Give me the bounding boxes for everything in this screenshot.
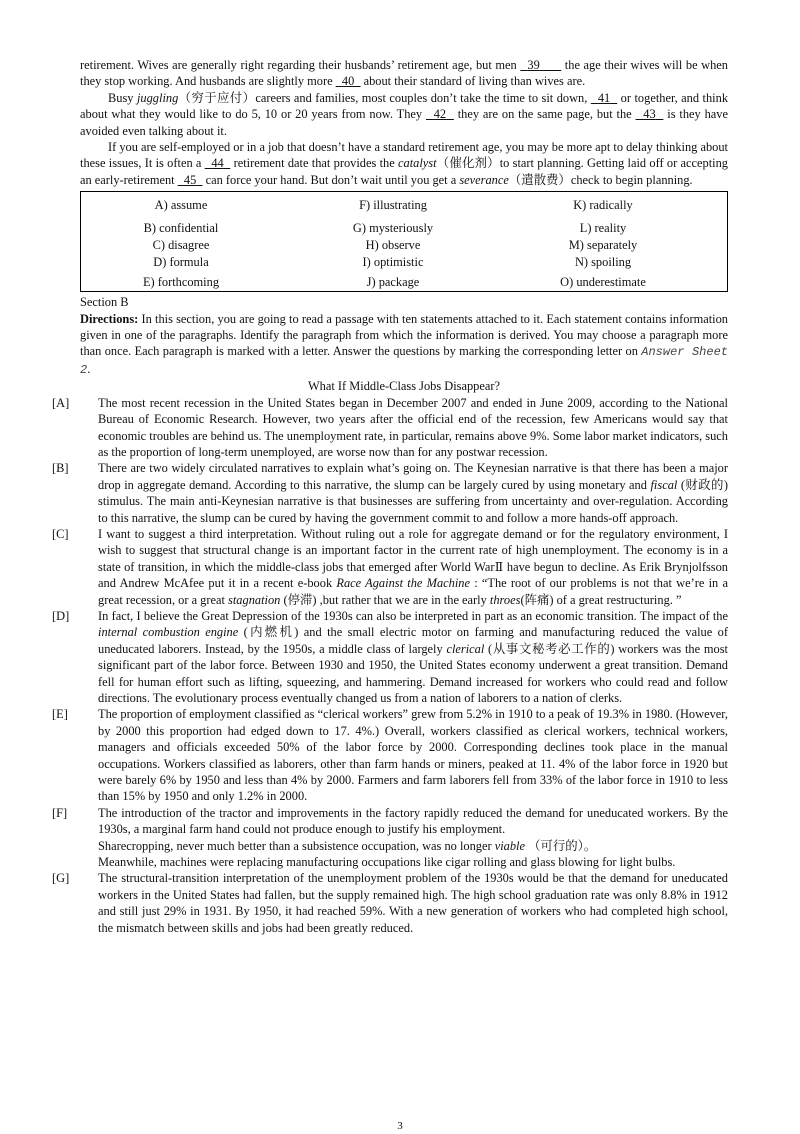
- word-option: K) radically: [573, 198, 633, 213]
- word-bank-table: [80, 191, 728, 292]
- paragraph-f: [F] The introduction of the tractor and improvements in the factory rapidly reduced the demand for uneducated workers. By the 1930s, a marginal farm hand could not produce enough to justify his employment. Sharecropping, never much better than a subsistence occupation, was no longer viable （可行的）。 Meanwhile, machines were replacing manufacturing occupations like cigar rolling and glass blowing for light bulbs.: [52, 805, 728, 870]
- passage-paragraph-2: Busy juggling（穷于应付）careers and families, most couples don’t take the time to sit down, 41 or together, and think about what they would like to do 5, 10 or 20 years from now. They 42 they are on the same page, but the 43 is they have avoided even talking about it.: [80, 90, 729, 138]
- word-option: A) assume: [154, 198, 208, 213]
- paragraph-a: [A] The most recent recession in the United States began in December 2007 and ended in June 2009, according to the National Bureau of Economic Research. However, two years after the official end of the recession, few Americans would say that economic troubles are behind us. The unemployment rate, in particular, remains above 9%. Some labor market indicators, such as the proportion of long-term unemployed, are worse now than for any postwar recession.: [52, 395, 728, 459]
- paragraph-label: [F]: [52, 805, 68, 820]
- paragraph-label: [B]: [52, 461, 69, 476]
- directions: Directions: In this section, you are going to read a passage with ten statements attached to it. Each statement contains information given in one of the paragraphs. Identify the paragraph from which the information is derived. You may choose a paragraph more than once. Each paragraph is marked with a letter. Answer the questions by marking the corresponding letter on Answer Sheet 2.: [80, 311, 728, 377]
- paragraph-label: [C]: [52, 526, 69, 541]
- blank-42: 42: [433, 107, 447, 122]
- word-option: O) underestimate: [560, 275, 646, 290]
- passage-paragraph-3: If you are self-employed or in a job that doesn’t have a standard retirement age, you may be more apt to delay thinking about these issues, It is often a 44 retirement date that provides the catalyst（催化剂）to start planning. Getting laid off or accepting an early-retirement 45 can force your hand. But don’t wait until you get a severance（遣散费）check to begin planning.: [80, 140, 728, 187]
- section-heading: Section B: [80, 295, 129, 310]
- paragraph-label: [A]: [52, 395, 70, 410]
- blank-45: 45: [183, 172, 197, 187]
- exam-page: [52, 57, 729, 936]
- passage-title: What If Middle-Class Jobs Disappear?: [307, 379, 500, 394]
- word-option: M) separately: [568, 238, 638, 253]
- blank-41: 41: [597, 90, 611, 105]
- paragraph-b: [B] There are two widely circulated narratives to explain what’s going on. The Keynesian narrative is that there has been a major drop in aggregate demand. According to this narrative, the slump can be largely cured by using monetary and fiscal (财政的) stimulus. The main anti-Keynesian narrative is that businesses are suffering from uncertainty and over-regulation. According to this narrative, the slump can be cured by having the government commit to and follow a more hands-off approach.: [52, 461, 728, 525]
- paragraph-label: [E]: [52, 707, 68, 722]
- blank-44: 44: [211, 156, 224, 171]
- paragraph-label: [G]: [52, 871, 70, 886]
- word-option: L) reality: [579, 221, 627, 236]
- paragraph-e: [E] The proportion of employment classified as “clerical workers” grew from 5.2% in 1910 to a peak of 19.3% in 1980. (However, by 2000 this proportion had edged down to 17. 4%.) Overall, workers classified as clerical workers, technical workers, managers and officials exceeded 50% of the labor force by 2000. Corresponding declines took place in the manual occupations. Workers classified as laborers, other than farm hands or miners, peaked at 11. 4% of the labor force in 1920 but were barely 6% by 1950 and less than 4% by 2000. Farmers and farm laborers fell from 33% of the labor force in 1910 to less than 15% by 1950 and only 1.2% in 2000.: [52, 707, 728, 804]
- paragraph-g: [G] The structural-transition interpretation of the unemployment problem of the 1930s would be that the demand for uneducated workers in the United States had fallen, but the supply remained high. The high school graduation rate was only 8.8% in 1912 and still just 29% in 1931. By 1950, it had reached 59%. With a new generation of workers who had completed high school, the mismatch between skills and jobs had been greatly reduced.: [52, 871, 728, 935]
- answer-sheet-ref: Answer Sheet 2: [80, 345, 728, 377]
- passage-paragraph-1: retirement. Wives are generally right regarding their husbands’ retirement age, but men 39 the age their wives will be when they stop working. And husbands are slightly more 40 about their standard of living than wives are.: [80, 58, 728, 89]
- page-number: 3: [397, 1120, 403, 1132]
- word-option: G) mysteriously: [352, 221, 434, 236]
- word-option: C) disagree: [152, 238, 210, 253]
- word-option: E) forthcoming: [142, 275, 220, 290]
- paragraph-label: [D]: [52, 608, 70, 623]
- word-option: J) package: [366, 275, 420, 290]
- paragraph-d: [D] In fact, I believe the Great Depression of the 1930s can also be interpreted in part as an economic transition. The impact of the internal combustion engine (内燃机) and the small electric motor on farming and manufacturing reduced the value of uneducated laborers. Instead, by the 1950s, a middle class of largely clerical (从事文秘考必工作的) workers was the most significant part of the labor force. Between 1930 and 1950, the United States economy underwent a great transition. Demand fell for human effort such as lifting, squeezing, and hammering. Demand increased for workers who could read and follow directions. The evolutionary process eventually changed us from a nation of laborers to a nation of clerks.: [52, 608, 728, 705]
- blank-40: 40: [341, 74, 355, 89]
- paragraph-c: [C] I want to suggest a third interpretation. Without ruling out a role for aggregate demand or for the regulatory environment, I wish to suggest that structural change is an important factor in the current rate of high unemployment. The economy is in a state of transition, in which the middle-class jobs that emerged after World WarⅡ have begun to decline. As Erik Brynjolfsson and Andrew McAfee put it in a recent e-book Race Against the Machine : “The root of our problems is not that we’re in a great recession, or a great stagnation (停滞) ,but rather that we are in the early throes(阵痛) of a great restructuring. ”: [52, 526, 728, 607]
- word-option: D) formula: [153, 255, 209, 270]
- word-option: I) optimistic: [362, 255, 424, 270]
- word-option: H) observe: [365, 238, 421, 253]
- word-option: B) confidential: [143, 221, 219, 236]
- word-option: F) illustrating: [359, 198, 427, 213]
- word-option: N) spoiling: [574, 255, 632, 270]
- blank-43: 43: [643, 107, 656, 122]
- blank-39: 39: [527, 58, 540, 72]
